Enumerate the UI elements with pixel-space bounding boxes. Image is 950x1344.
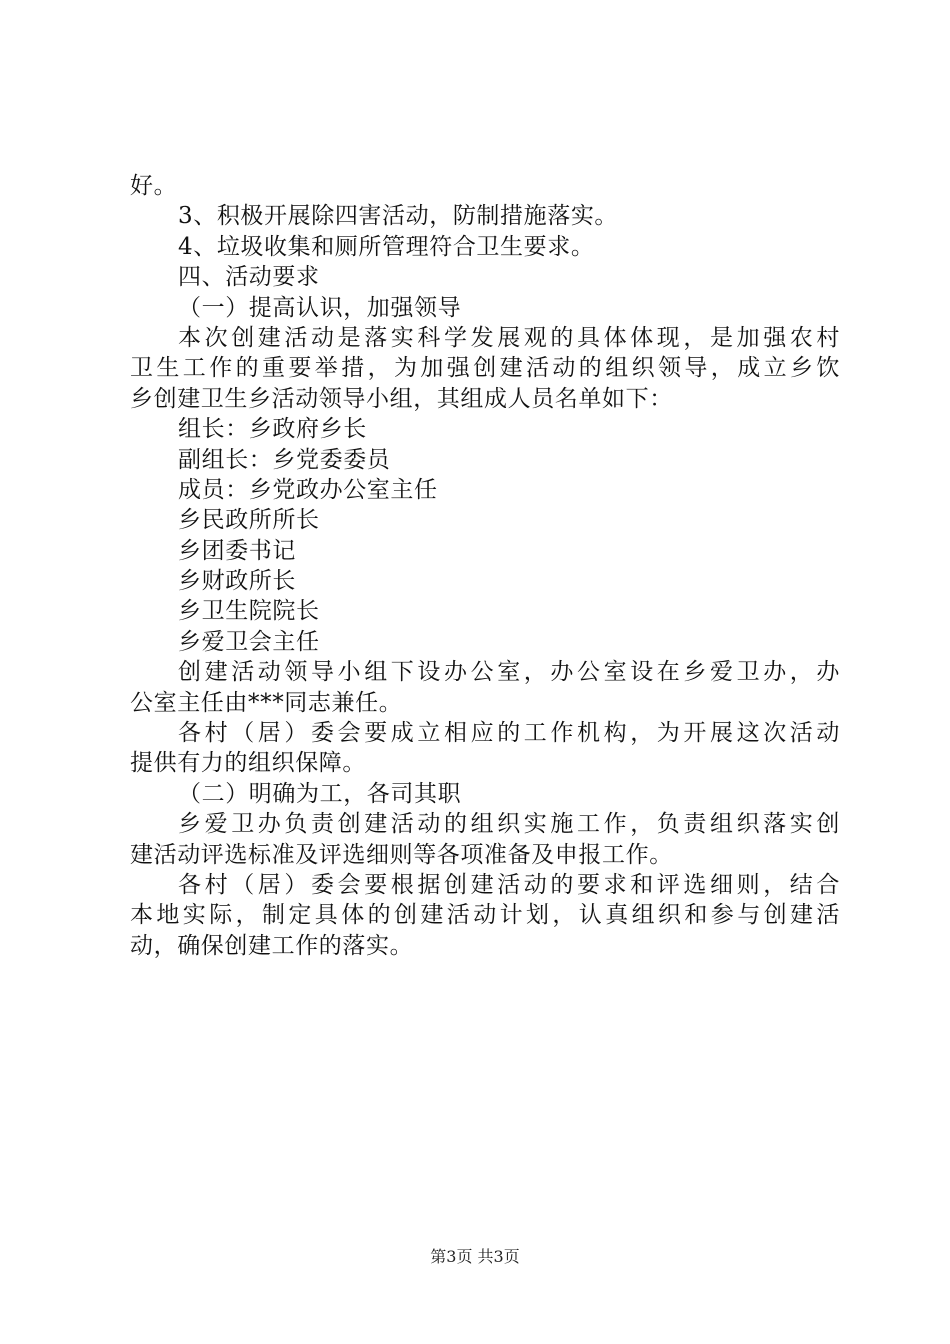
text-line: 各村（居）委会要成立相应的工作机构，为开展这次活动	[178, 720, 840, 747]
text-line: 副组长：乡党委委员	[178, 446, 391, 473]
text-line: 乡财政所长	[178, 568, 296, 595]
document-body	[130, 171, 840, 961]
text-line: 本地实际，制定具体的创建活动计划，认真组织和参与创建活	[130, 902, 840, 929]
text-line: 好。	[130, 173, 178, 199]
section-heading: 四、活动要求	[178, 264, 320, 291]
text-line: 组长：乡政府乡长	[178, 416, 367, 443]
text-line: 公室主任由***同志兼任。	[130, 689, 403, 716]
text-line: 乡民政所所长	[178, 507, 320, 534]
text-line: 乡创建卫生乡活动领导小组，其组成人员名单如下：	[130, 385, 673, 412]
subsection-heading: （一）提高认识，加强领导	[178, 294, 462, 321]
page-footer: 第3页 共3页	[430, 1247, 520, 1266]
text-line: 卫生工作的重要举措，为加强创建活动的组织领导，成立乡饮	[130, 355, 840, 382]
text-line: 建活动评选标准及评选细则等各项准备及申报工作。	[130, 841, 673, 868]
text-line: 乡团委书记	[178, 537, 296, 564]
text-line: 本次创建活动是落实科学发展观的具体体现，是加强农村	[178, 324, 840, 351]
text-line: 创建活动领导小组下设办公室，办公室设在乡爱卫办，办	[178, 659, 840, 686]
text-line: 乡卫生院院长	[178, 598, 320, 625]
text-line: 乡爱卫办负责创建活动的组织实施工作，负责组织落实创	[178, 811, 840, 838]
subsection-heading: （二）明确为工，各司其职	[178, 780, 462, 807]
text-line: 各村（居）委会要根据创建活动的要求和评选细则，结合	[178, 871, 840, 898]
text-line: 提供有力的组织保障。	[130, 750, 366, 777]
text-line: 乡爱卫会主任	[178, 628, 320, 655]
text-line: 成员：乡党政办公室主任	[178, 476, 438, 503]
text-line: 4、垃圾收集和厕所管理符合卫生要求。	[178, 233, 595, 260]
text-line: 3、积极开展除四害活动，防制措施落实。	[178, 203, 619, 230]
text-line: 动，确保创建工作的落实。	[130, 932, 414, 959]
